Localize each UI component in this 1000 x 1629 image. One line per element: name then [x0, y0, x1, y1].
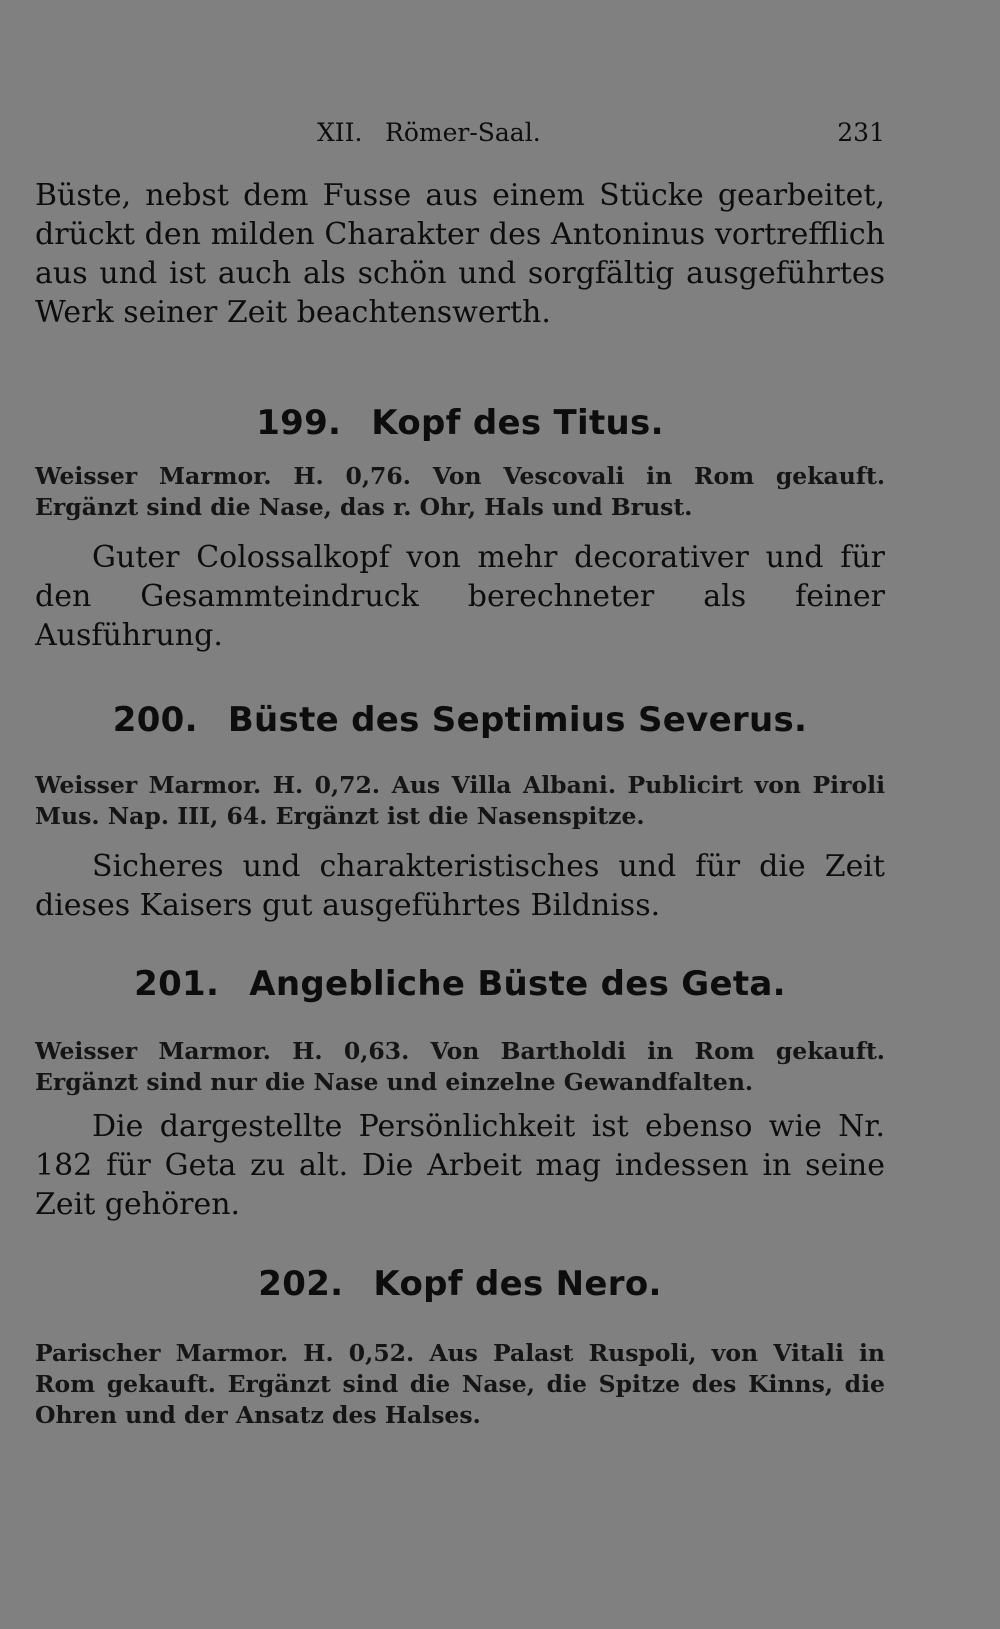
entry-description-199: Guter Colossalkopf von mehr decorativer und für den Gesammteindruck berechneter als feiner Ausführung. [35, 540, 885, 653]
entry-description-200: Sicheres und charakteristisches und für die Zeit dieses Kaisers gut ausgeführtes Bildniss. [35, 849, 885, 923]
entry-description-201: Die dargestellte Persönlichkeit ist ebenso wie Nr. 182 für Geta zu alt. Die Arbeit mag indessen in seine Zeit gehören. [35, 1109, 885, 1222]
entry-meta-202: Parischer Marmor. H. 0,52. Aus Palast Ruspoli, von Vitali in Rom gekauft. Ergänzt sind die Nase, die Spitze des Kinns, die Ohren und der Ansatz des Halses. [35, 1339, 885, 1429]
entry-number: 200. [112, 700, 198, 740]
entry-title: Büste des Septimius Severus. [227, 700, 808, 740]
entry-heading-199 [35, 403, 885, 443]
entry-number: 201. [134, 964, 220, 1004]
intro-paragraph: Büste, nebst dem Fusse aus einem Stücke gearbeitet, drückt den milden Charakter des Antoninus vortrefflich aus und ist auch als schön und sorgfältig ausgeführtes Werk seiner Zeit beachtenswerth. [35, 178, 885, 330]
entry-title: Kopf des Nero. [373, 1264, 662, 1304]
running-head [35, 118, 885, 150]
entry-number: 199. [256, 403, 342, 443]
chapter-title: Römer-Saal. [385, 118, 541, 147]
entry-number: 202. [258, 1264, 344, 1304]
entry-title: Angebliche Büste des Geta. [249, 964, 786, 1004]
entry-meta-199: Weisser Marmor. H. 0,76. Von Vescovali in Rom gekauft. Ergänzt sind die Nase, das r. Ohr, Hals und Brust. [35, 462, 885, 521]
entry-title: Kopf des Titus. [371, 403, 664, 443]
entry-heading-201 [35, 964, 885, 1004]
entry-meta-201: Weisser Marmor. H. 0,63. Von Bartholdi in Rom gekauft. Ergänzt sind nur die Nase und einzelne Gewandfalten. [35, 1037, 885, 1096]
page-number: 231 [837, 118, 885, 147]
book-page [35, 0, 885, 1629]
entry-heading-200 [35, 700, 885, 740]
chapter-number: XII. [317, 118, 363, 147]
entry-heading-202 [35, 1264, 885, 1304]
entry-meta-200: Weisser Marmor. H. 0,72. Aus Villa Albani. Publicirt von Piroli Mus. Nap. III, 64. Ergänzt ist die Nasenspitze. [35, 771, 885, 830]
